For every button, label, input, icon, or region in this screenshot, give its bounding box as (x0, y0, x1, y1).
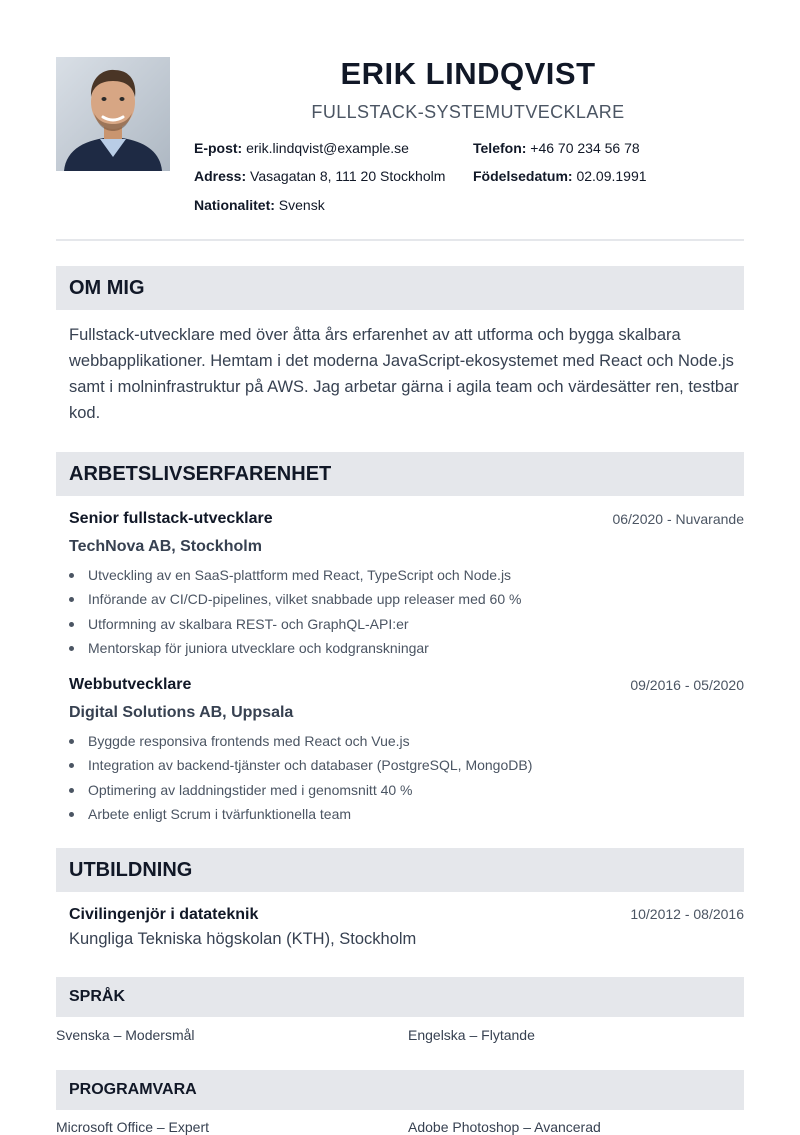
portrait-image (56, 57, 170, 171)
nationality-value: Svensk (278, 197, 325, 213)
software-item: Microsoft Office – Expert (56, 1119, 210, 1135)
list-item: Utformning av skalbara REST- och GraphQL-API:er (69, 612, 521, 636)
list-item: Mentorskap för juniora utvecklare och kodgranskningar (69, 636, 521, 660)
software-item: Adobe Photoshop – Avancerad (408, 1119, 601, 1135)
profile-photo (56, 57, 170, 171)
job-date: 06/2020 - Nuvarande (612, 511, 744, 527)
address-label: Adress: (194, 168, 247, 184)
about-text: Fullstack-utvecklare med över åtta års erfarenhet av att utforma och bygga skalbara webbapplikationer. Hemtam i det moderna JavaScript-ekosystemet med React och Node.js samt i molninfrastruktur på AWS. Jag arbetar gärna i agila team och värdesätter ren, testbar kod. (69, 326, 739, 422)
list-item: Arbete enligt Scrum i tvärfunktionella team (69, 802, 532, 826)
birthdate-label: Födelsedatum: (473, 168, 573, 184)
job-bullet-list (69, 563, 521, 660)
contact-phone (473, 140, 640, 156)
section-heading-software: PROGRAMVARA (56, 1070, 744, 1110)
job-date: 09/2016 - 05/2020 (630, 677, 744, 693)
contact-email (194, 140, 409, 156)
job-company: TechNova AB, Stockholm (69, 538, 262, 555)
candidate-role: FULLSTACK-SYSTEMUTVECKLARE (311, 102, 625, 122)
job-bullet-list (69, 729, 532, 826)
education-date: 10/2012 - 08/2016 (630, 906, 744, 922)
education-degree: Civilingenjör i datateknik (69, 906, 259, 923)
job-title: Webbutvecklare (69, 676, 192, 693)
contact-address (194, 168, 445, 184)
email-label: E-post: (194, 140, 243, 156)
section-heading-education: UTBILDNING (56, 848, 744, 892)
education-school: Kungliga Tekniska högskolan (KTH), Stockholm (69, 930, 417, 948)
list-item: Utveckling av en SaaS-plattform med React, TypeScript och Node.js (69, 563, 521, 587)
language-item: Engelska – Flytande (408, 1027, 535, 1043)
contact-nationality (194, 197, 325, 213)
section-heading-experience: ARBETSLIVSERFARENHET (56, 452, 744, 496)
list-item: Integration av backend-tjänster och databaser (PostgreSQL, MongoDB) (69, 753, 532, 777)
birthdate-value: 02.09.1991 (576, 168, 647, 184)
list-item: Införande av CI/CD-pipelines, vilket snabbade upp releaser med 60 % (69, 587, 521, 611)
section-heading-languages: SPRÅK (56, 977, 744, 1017)
email-value: erik.lindqvist@example.se (246, 140, 409, 156)
address-value: Vasagatan 8, 111 20 Stockholm (250, 168, 446, 184)
header-divider (56, 239, 744, 241)
phone-value: +46 70 234 56 78 (530, 140, 640, 156)
nationality-label: Nationalitet: (194, 197, 275, 213)
contact-birthdate (473, 168, 647, 184)
phone-label: Telefon: (473, 140, 527, 156)
job-title: Senior fullstack-utvecklare (69, 510, 273, 527)
job-company: Digital Solutions AB, Uppsala (69, 704, 294, 721)
list-item: Optimering av laddningstider med i genomsnitt 40 % (69, 778, 532, 802)
candidate-name: ERIK LINDQVIST (340, 56, 596, 91)
section-heading-about: OM MIG (56, 266, 744, 310)
language-item: Svenska – Modersmål (56, 1027, 195, 1043)
list-item: Byggde responsiva frontends med React och Vue.js (69, 729, 532, 753)
